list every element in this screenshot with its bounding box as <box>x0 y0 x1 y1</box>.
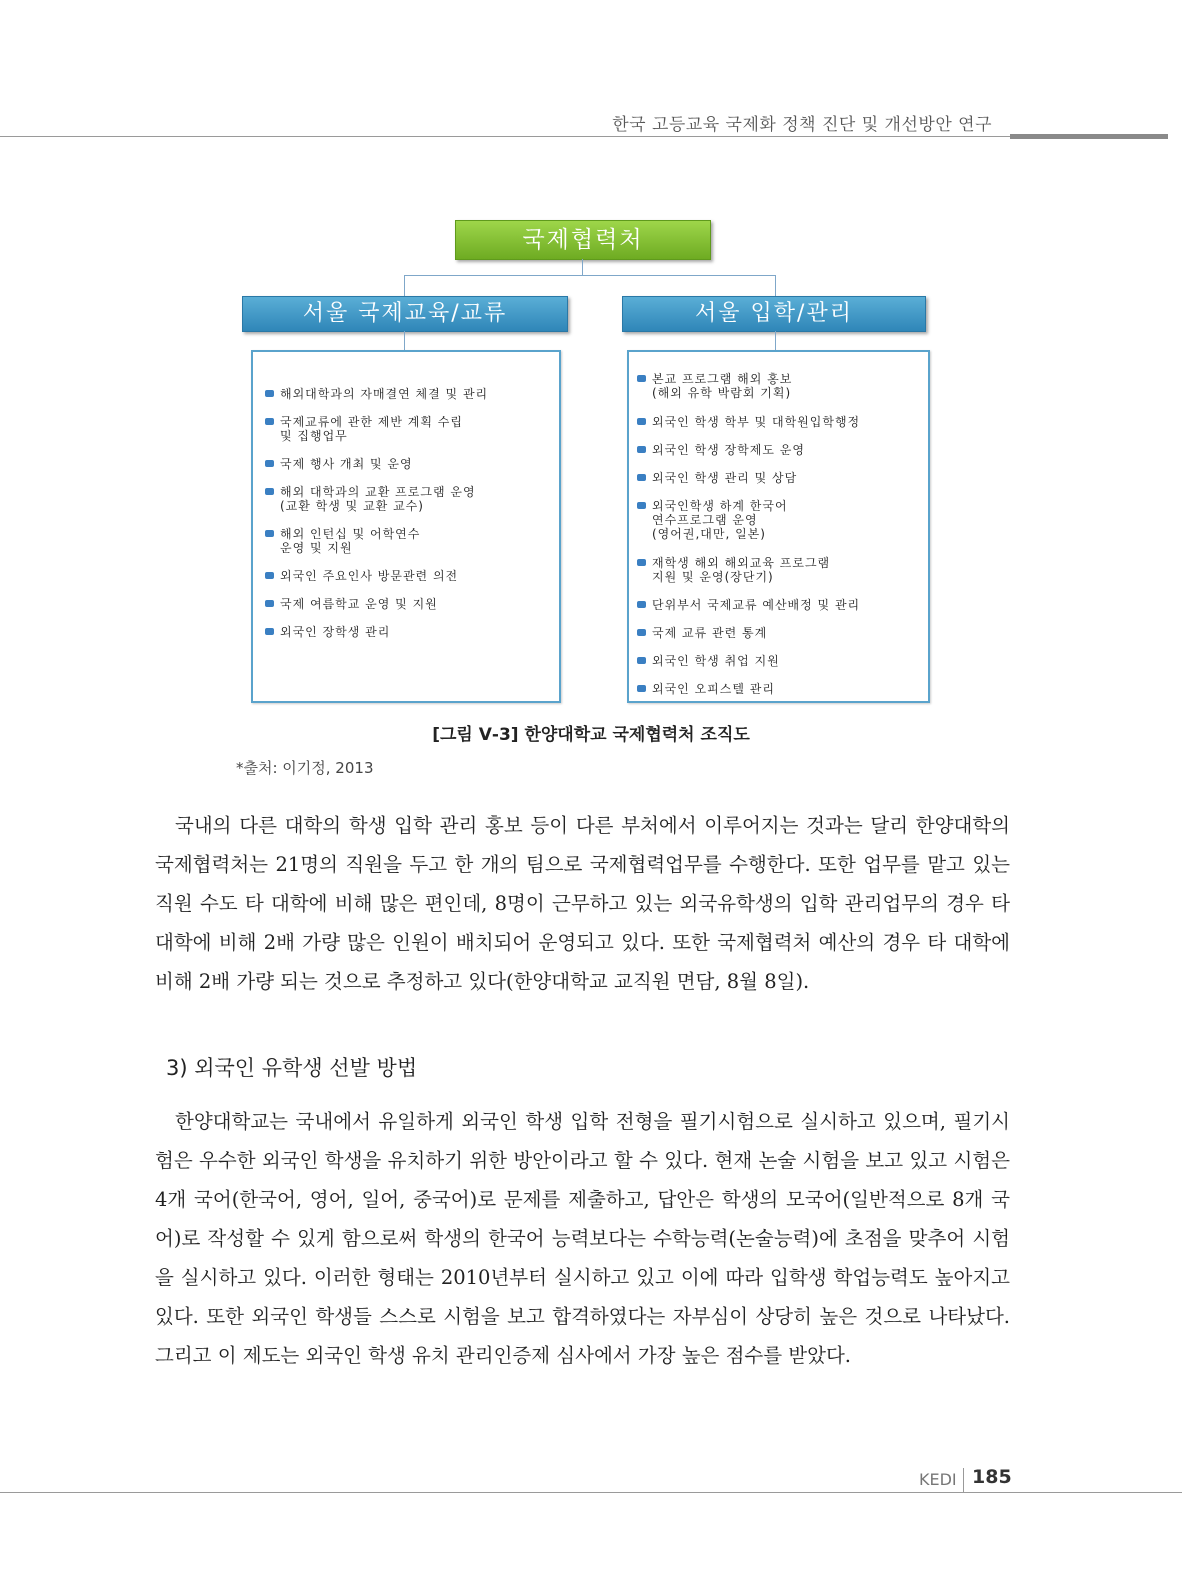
body-paragraph-1: 국내의 다른 대학의 학생 입학 관리 홍보 등이 다른 부처에서 이루어지는 것과는 달리 한양대학의 국제협력처는 21명의 직원을 두고 한 개의 팀으로 국제협력업무를 수행한다. 또한 업무를 맡고 있는 직원 수도 타 대학에 비해 많은 편인데, 8명이 근무하고 있는 외국유학생의 입학 관리업무의 경우 타 대학에 비해 2배 가량 많은 인원이 배치되어 운영되고 있다. 또한 국제협력처 예산의 경우 타 대학에 비해 2배 가량 되는 것으로 추정하고 있다(한양대학교 교직원 면담, 8월 8일). <box>155 814 1010 993</box>
bullet-icon <box>265 572 274 579</box>
list-item: 국제 여름학교 운영 및 지원 <box>265 597 438 611</box>
bullet-icon <box>637 502 646 509</box>
list-item: 외국인 주요인사 방문관련 의전 <box>265 569 458 583</box>
header-rule <box>0 136 1010 137</box>
header-title: 한국 고등교육 국제화 정책 진단 및 개선방안 연구 <box>612 115 992 135</box>
list-item: 해외 인턴십 및 어학연수 운영 및 지원 <box>265 527 420 555</box>
list-item: 국제교류에 관한 제반 계획 수립 및 집행업무 <box>265 415 463 443</box>
connector-right-drop <box>775 275 776 296</box>
bullet-icon <box>637 446 646 453</box>
list-item: 재학생 해외 해외교육 프로그램 지원 및 운영(장단기) <box>637 556 830 584</box>
page-number: 185 <box>972 1466 1012 1488</box>
list-item: 해외대학과의 자매결연 체결 및 관리 <box>265 387 488 401</box>
bullet-icon <box>637 375 646 382</box>
bullet-icon <box>637 629 646 636</box>
list-item: 단위부서 국제교류 예산배정 및 관리 <box>637 598 860 612</box>
header-accent-bar <box>1010 134 1168 139</box>
footer-label: KEDI <box>919 1470 957 1489</box>
bullet-icon <box>637 418 646 425</box>
bullet-icon <box>637 685 646 692</box>
list-item: 본교 프로그램 해외 홍보 (해외 유학 박람회 기획) <box>637 372 792 400</box>
list-item: 외국인 학생 장학제도 운영 <box>637 443 805 457</box>
bullet-icon <box>265 600 274 607</box>
bullet-icon <box>637 474 646 481</box>
connector-left-list <box>404 331 405 351</box>
bullet-icon <box>637 657 646 664</box>
figure-source: *출처: 이기정, 2013 <box>236 759 374 777</box>
connector-left-drop <box>404 275 405 296</box>
connector-horizontal <box>404 275 776 276</box>
bullet-icon <box>637 559 646 566</box>
list-item: 외국인학생 하계 한국어 연수프로그램 운영 (영어권,대만, 일본) <box>637 499 788 541</box>
bullet-icon <box>265 530 274 537</box>
org-left-box: 서울 국제교육/교류 <box>242 296 568 332</box>
list-item: 국제 교류 관련 통계 <box>637 626 767 640</box>
bullet-icon <box>265 460 274 467</box>
list-item: 외국인 학생 취업 지원 <box>637 654 780 668</box>
bullet-icon <box>265 418 274 425</box>
bullet-icon <box>265 390 274 397</box>
connector-vertical-top <box>582 259 583 275</box>
list-item: 외국인 학생 관리 및 상담 <box>637 471 797 485</box>
org-right-box: 서울 입학/관리 <box>622 296 926 332</box>
list-item: 외국인 학생 학부 및 대학원입학행정 <box>637 415 860 429</box>
connector-right-list <box>775 331 776 351</box>
org-top-box: 국제협력처 <box>455 220 711 260</box>
footer-separator <box>963 1468 964 1492</box>
figure-caption: [그림 Ⅴ-3] 한양대학교 국제협력처 조직도 <box>432 725 750 745</box>
list-item: 국제 행사 개최 및 운영 <box>265 457 413 471</box>
left-duty-list <box>251 350 561 703</box>
section-title: 3) 외국인 유학생 선발 방법 <box>166 1056 418 1080</box>
footer-rule <box>0 1492 1182 1493</box>
right-duty-list <box>627 350 930 703</box>
bullet-icon <box>265 488 274 495</box>
list-item: 외국인 오피스텔 관리 <box>637 682 775 696</box>
list-item: 외국인 장학생 관리 <box>265 625 390 639</box>
list-item: 해외 대학과의 교환 프로그램 운영 (교환 학생 및 교환 교수) <box>265 485 476 513</box>
bullet-icon <box>637 601 646 608</box>
bullet-icon <box>265 628 274 635</box>
body-paragraph-2: 한양대학교는 국내에서 유일하게 외국인 학생 입학 전형을 필기시험으로 실시하고 있으며, 필기시험은 우수한 외국인 학생을 유치하기 위한 방안이라고 할 수 있다. 현재 논술 시험을 보고 있고 시험은 4개 국어(한국어, 영어, 일어, 중국어)로 문제를 제출하고, 답안은 학생의 모국어(일반적으로 8개 국어)로 작성할 수 있게 함으로써 학생의 한국어 능력보다는 수학능력(논술능력)에 초점을 맞추어 시험을 실시하고 있다. 이러한 형태는 2010년부터 실시하고 있고 이에 따라 입학생 학업능력도 높아지고 있다. 또한 외국인 학생들 스스로 시험을 보고 합격하였다는 자부심이 상당히 높은 것으로 나타났다. 그리고 이 제도는 외국인 학생 유치 관리인증제 심사에서 가장 높은 점수를 받았다. <box>155 1110 1010 1367</box>
